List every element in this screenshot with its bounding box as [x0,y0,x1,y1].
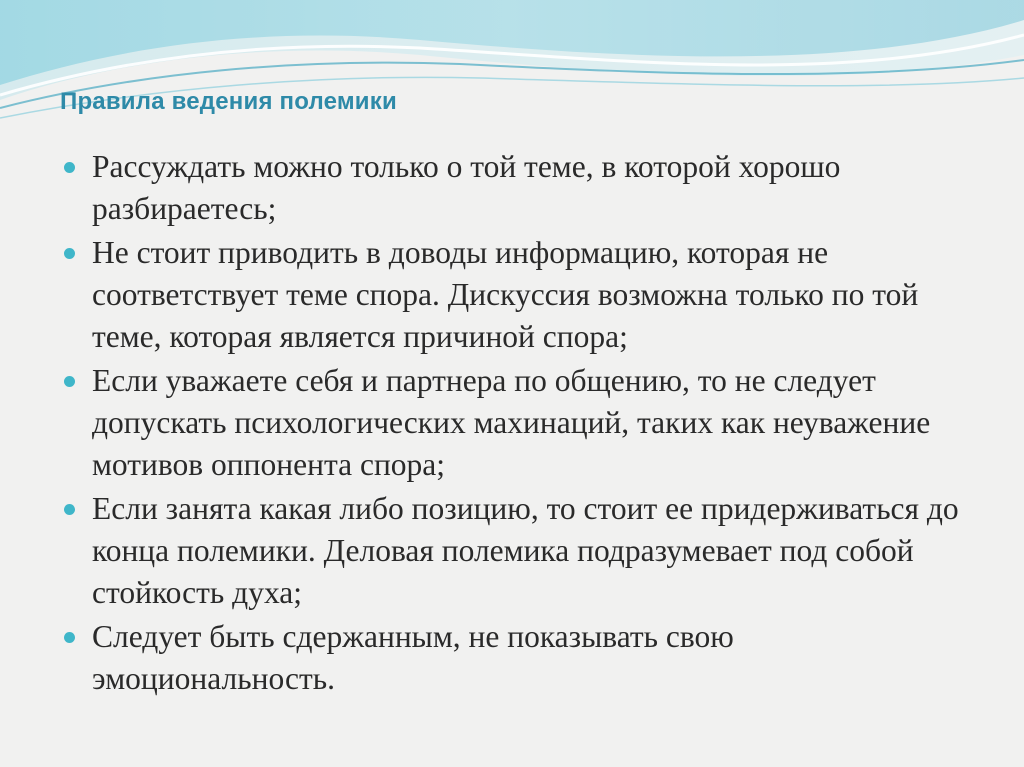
bullet-dot-icon [64,248,75,259]
list-item [62,488,982,614]
list-item [62,616,982,700]
slide-title: Правила ведения полемики [60,88,397,115]
bullet-dot-icon [64,376,75,387]
bullet-text: Следует быть сдержанным, не показывать свою эмоциональность. [92,619,734,696]
bullet-text: Если занята какая либо позицию, то стоит ее придерживаться до конца полемики. Деловая полемика подразумевает под собой стойкость духа; [92,491,959,610]
list-item [62,146,982,230]
bullet-dot-icon [64,162,75,173]
list-item [62,232,982,358]
bullet-text: Рассуждать можно только о той теме, в которой хорошо разбираетесь; [92,149,841,226]
bullet-text: Если уважаете себя и партнера по общению, то не следует допускать психологических махинаций, таких как неуважение мотивов оппонента спора; [92,363,931,482]
header-wave-decoration [0,0,1024,140]
bullet-dot-icon [64,632,75,643]
bullet-list [62,146,982,702]
list-item [62,360,982,486]
bullet-text: Не стоит приводить в доводы информацию, которая не соответствует теме спора. Дискуссия возможна только по той теме, которая является причиной спора; [92,235,919,354]
bullet-dot-icon [64,504,75,515]
